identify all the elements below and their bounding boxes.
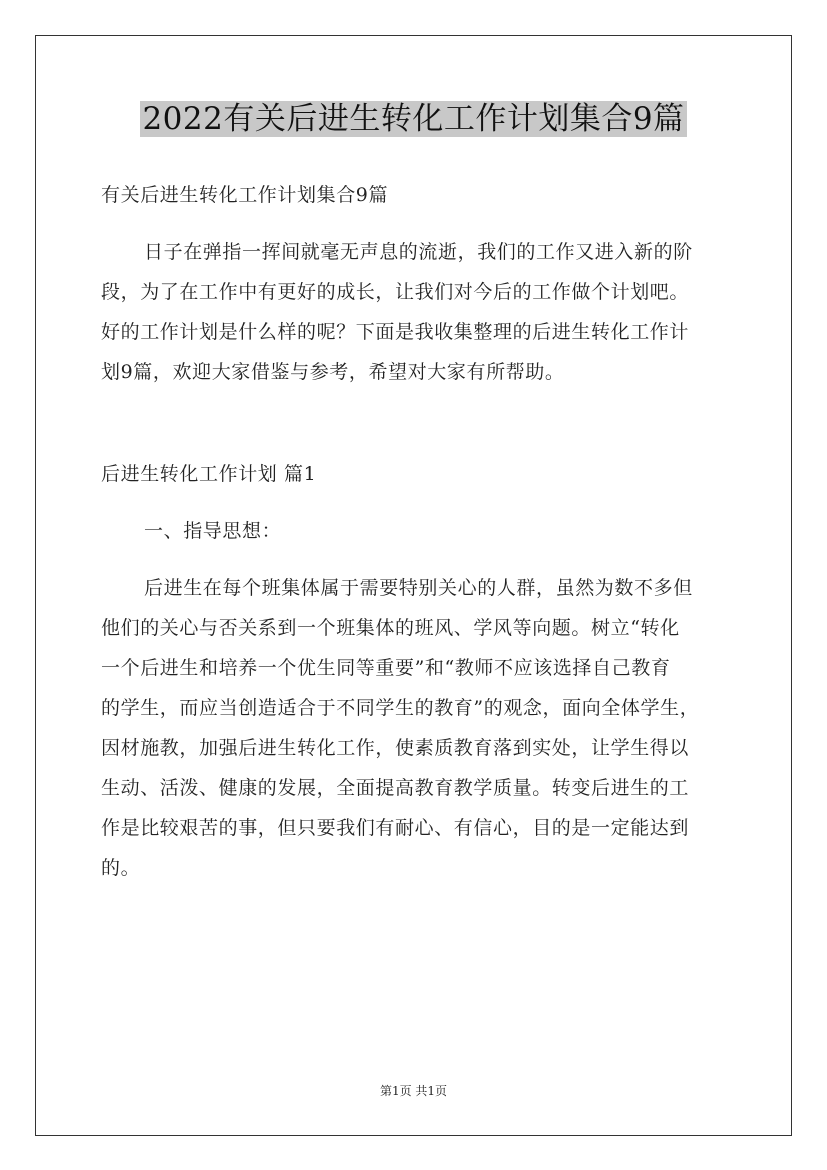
intro-paragraph	[101, 232, 731, 392]
spacer	[101, 494, 731, 511]
body-line: 作是比较艰苦的事，但只要我们有耐心、有信心，目的是一定能达到	[101, 817, 690, 839]
body-line: 生动、活泼、健康的发展，全面提高教育教学质量。转变后进生的工	[101, 777, 690, 799]
intro-line: 好的工作计划是什么样的呢？下面是我收集整理的后进生转化工作计	[101, 321, 690, 343]
body-line: 他们的关心与否关系到一个班集体的班风、学风等向题。树立“转化	[101, 617, 680, 639]
intro-line: 划9篇，欢迎大家借鉴与参考，希望对大家有所帮助。	[101, 361, 565, 383]
body-line: 的。	[101, 857, 141, 879]
section-heading: 后进生转化工作计划 篇1	[101, 463, 317, 485]
document-title-container	[0, 96, 827, 142]
spacer	[101, 551, 731, 568]
intro-line: 日子在弹指一挥间就毫无声息的流逝，我们的工作又进入新的阶	[144, 241, 693, 263]
page-number: 第1页 共1页	[379, 1084, 448, 1098]
body-line: 一个后进生和培养一个优生同等重要”和“教师不应该选择自己教育	[101, 657, 671, 679]
body-paragraph	[101, 568, 731, 888]
intro-line: 段，为了在工作中有更好的成长，让我们对今后的工作做个计划吧。	[101, 281, 690, 303]
document-body	[101, 175, 731, 888]
spacer	[101, 215, 731, 232]
body-line: 后进生在每个班集体属于需要特别关心的人群，虽然为数不多但	[144, 577, 693, 599]
body-line: 因材施教，加强后进生转化工作，使素质教育落到实处，让学生得以	[101, 737, 690, 759]
spacer	[101, 392, 731, 454]
page-footer	[0, 1082, 827, 1099]
guiding-heading: 一、指导思想：	[144, 520, 282, 542]
body-line: 的学生，而应当创造适合于不同学生的教育”的观念，面向全体学生，	[101, 697, 700, 719]
document-title: 2022有关后进生转化工作计划集合9篇	[142, 101, 685, 137]
document-subtitle: 有关后进生转化工作计划集合9篇	[101, 184, 389, 206]
